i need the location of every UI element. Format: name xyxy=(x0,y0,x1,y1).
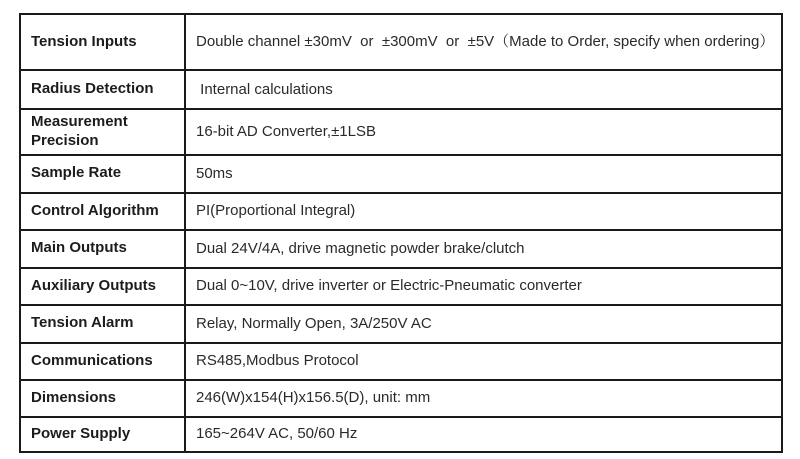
spec-value: Dual 24V/4A, drive magnetic powder brake/clutch xyxy=(185,230,782,268)
table-row xyxy=(20,417,782,452)
table-row xyxy=(20,230,782,268)
spec-label: Sample Rate xyxy=(20,155,185,193)
spec-label: Power Supply xyxy=(20,417,185,452)
table-row xyxy=(20,380,782,417)
table-row xyxy=(20,343,782,380)
spec-label: Tension Inputs xyxy=(20,14,185,70)
spec-label: Auxiliary Outputs xyxy=(20,268,185,305)
spec-value: 16-bit AD Converter,±1LSB xyxy=(185,109,782,155)
spec-label: Communications xyxy=(20,343,185,380)
spec-label: Measurement Precision xyxy=(20,109,185,155)
specifications-table-body xyxy=(20,14,782,452)
table-row xyxy=(20,305,782,343)
spec-label: Dimensions xyxy=(20,380,185,417)
spec-value: 246(W)x154(H)x156.5(D), unit: mm xyxy=(185,380,782,417)
spec-value: 50ms xyxy=(185,155,782,193)
specifications-table xyxy=(19,13,783,453)
spec-label: Control Algorithm xyxy=(20,193,185,230)
spec-value: PI(Proportional Integral) xyxy=(185,193,782,230)
spec-value: RS485,Modbus Protocol xyxy=(185,343,782,380)
spec-value: 165~264V AC, 50/60 Hz xyxy=(185,417,782,452)
table-row xyxy=(20,109,782,155)
spec-label: Tension Alarm xyxy=(20,305,185,343)
table-row xyxy=(20,70,782,109)
spec-label: Main Outputs xyxy=(20,230,185,268)
spec-label: Radius Detection xyxy=(20,70,185,109)
table-row xyxy=(20,193,782,230)
table-row xyxy=(20,268,782,305)
spec-value: Internal calculations xyxy=(185,70,782,109)
spec-value: Dual 0~10V, drive inverter or Electric-Pneumatic converter xyxy=(185,268,782,305)
table-row xyxy=(20,155,782,193)
spec-value: Relay, Normally Open, 3A/250V AC xyxy=(185,305,782,343)
spec-value: Double channel ±30mV or ±300mV or ±5V（Made to Order, specify when ordering） xyxy=(185,14,782,70)
table-row xyxy=(20,14,782,70)
